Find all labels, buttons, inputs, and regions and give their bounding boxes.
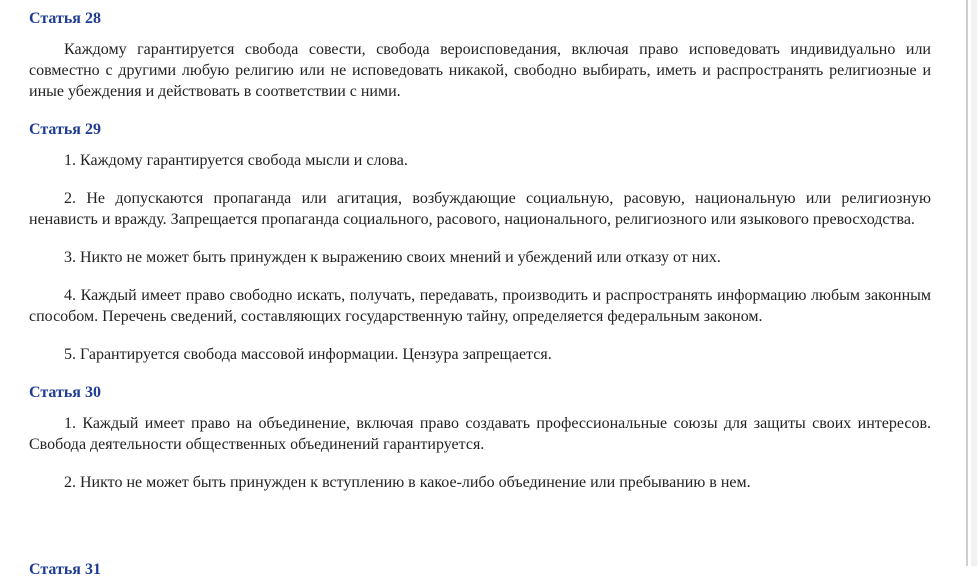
- article-paragraph: 2. Никто не может быть принужден к вступлению в какое-либо объединение или пребыванию в нем.: [64, 474, 751, 491]
- article-heading: Статья 30: [29, 384, 101, 401]
- article-paragraph: 2. Не допускаются пропаганда или агитация, возбуждающие социальную, расовую, национальную или религиозную ненависть и вражду. Запрещается пропаганда социального, расового, национального, религиозного или языкового превосходства.: [29, 190, 931, 228]
- article-paragraph: 1. Каждый имеет право на объединение, включая право создавать профессиональные союзы для защиты своих интересов. Свобода деятельности общественных объединений гарантируется.: [29, 415, 931, 453]
- article-28: [29, 8, 931, 102]
- article-paragraph: 3. Никто не может быть принужден к выражению своих мнений и убеждений или отказу от них.: [64, 249, 721, 266]
- article-heading: Статья 29: [29, 121, 101, 138]
- scrollbar-track[interactable]: [971, 0, 977, 566]
- scrollbar[interactable]: [966, 0, 978, 566]
- article-paragraph: Каждому гарантируется свобода совести, свобода вероисповедания, включая право исповедовать индивидуально или совместно с другими любую религию или не исповедовать никакой, свободно выбирать, иметь и распространять религиозные и иные убеждения и действовать в соответствии с ними.: [29, 41, 931, 100]
- article-30: [29, 382, 931, 493]
- article-paragraph: 1. Каждому гарантируется свобода мысли и слова.: [64, 152, 408, 169]
- article-heading: Статья 28: [29, 10, 101, 27]
- document-content: [29, 8, 931, 510]
- article-paragraph: 5. Гарантируется свобода массовой информации. Цензура запрещается.: [64, 346, 552, 363]
- article-29: [29, 119, 931, 365]
- next-article-heading: Статья 31: [29, 561, 101, 578]
- article-paragraph: 4. Каждый имеет право свободно искать, получать, передавать, производить и распространять информацию любым законным способом. Перечень сведений, составляющих государственную тайну, определяется федеральным законом.: [29, 287, 931, 325]
